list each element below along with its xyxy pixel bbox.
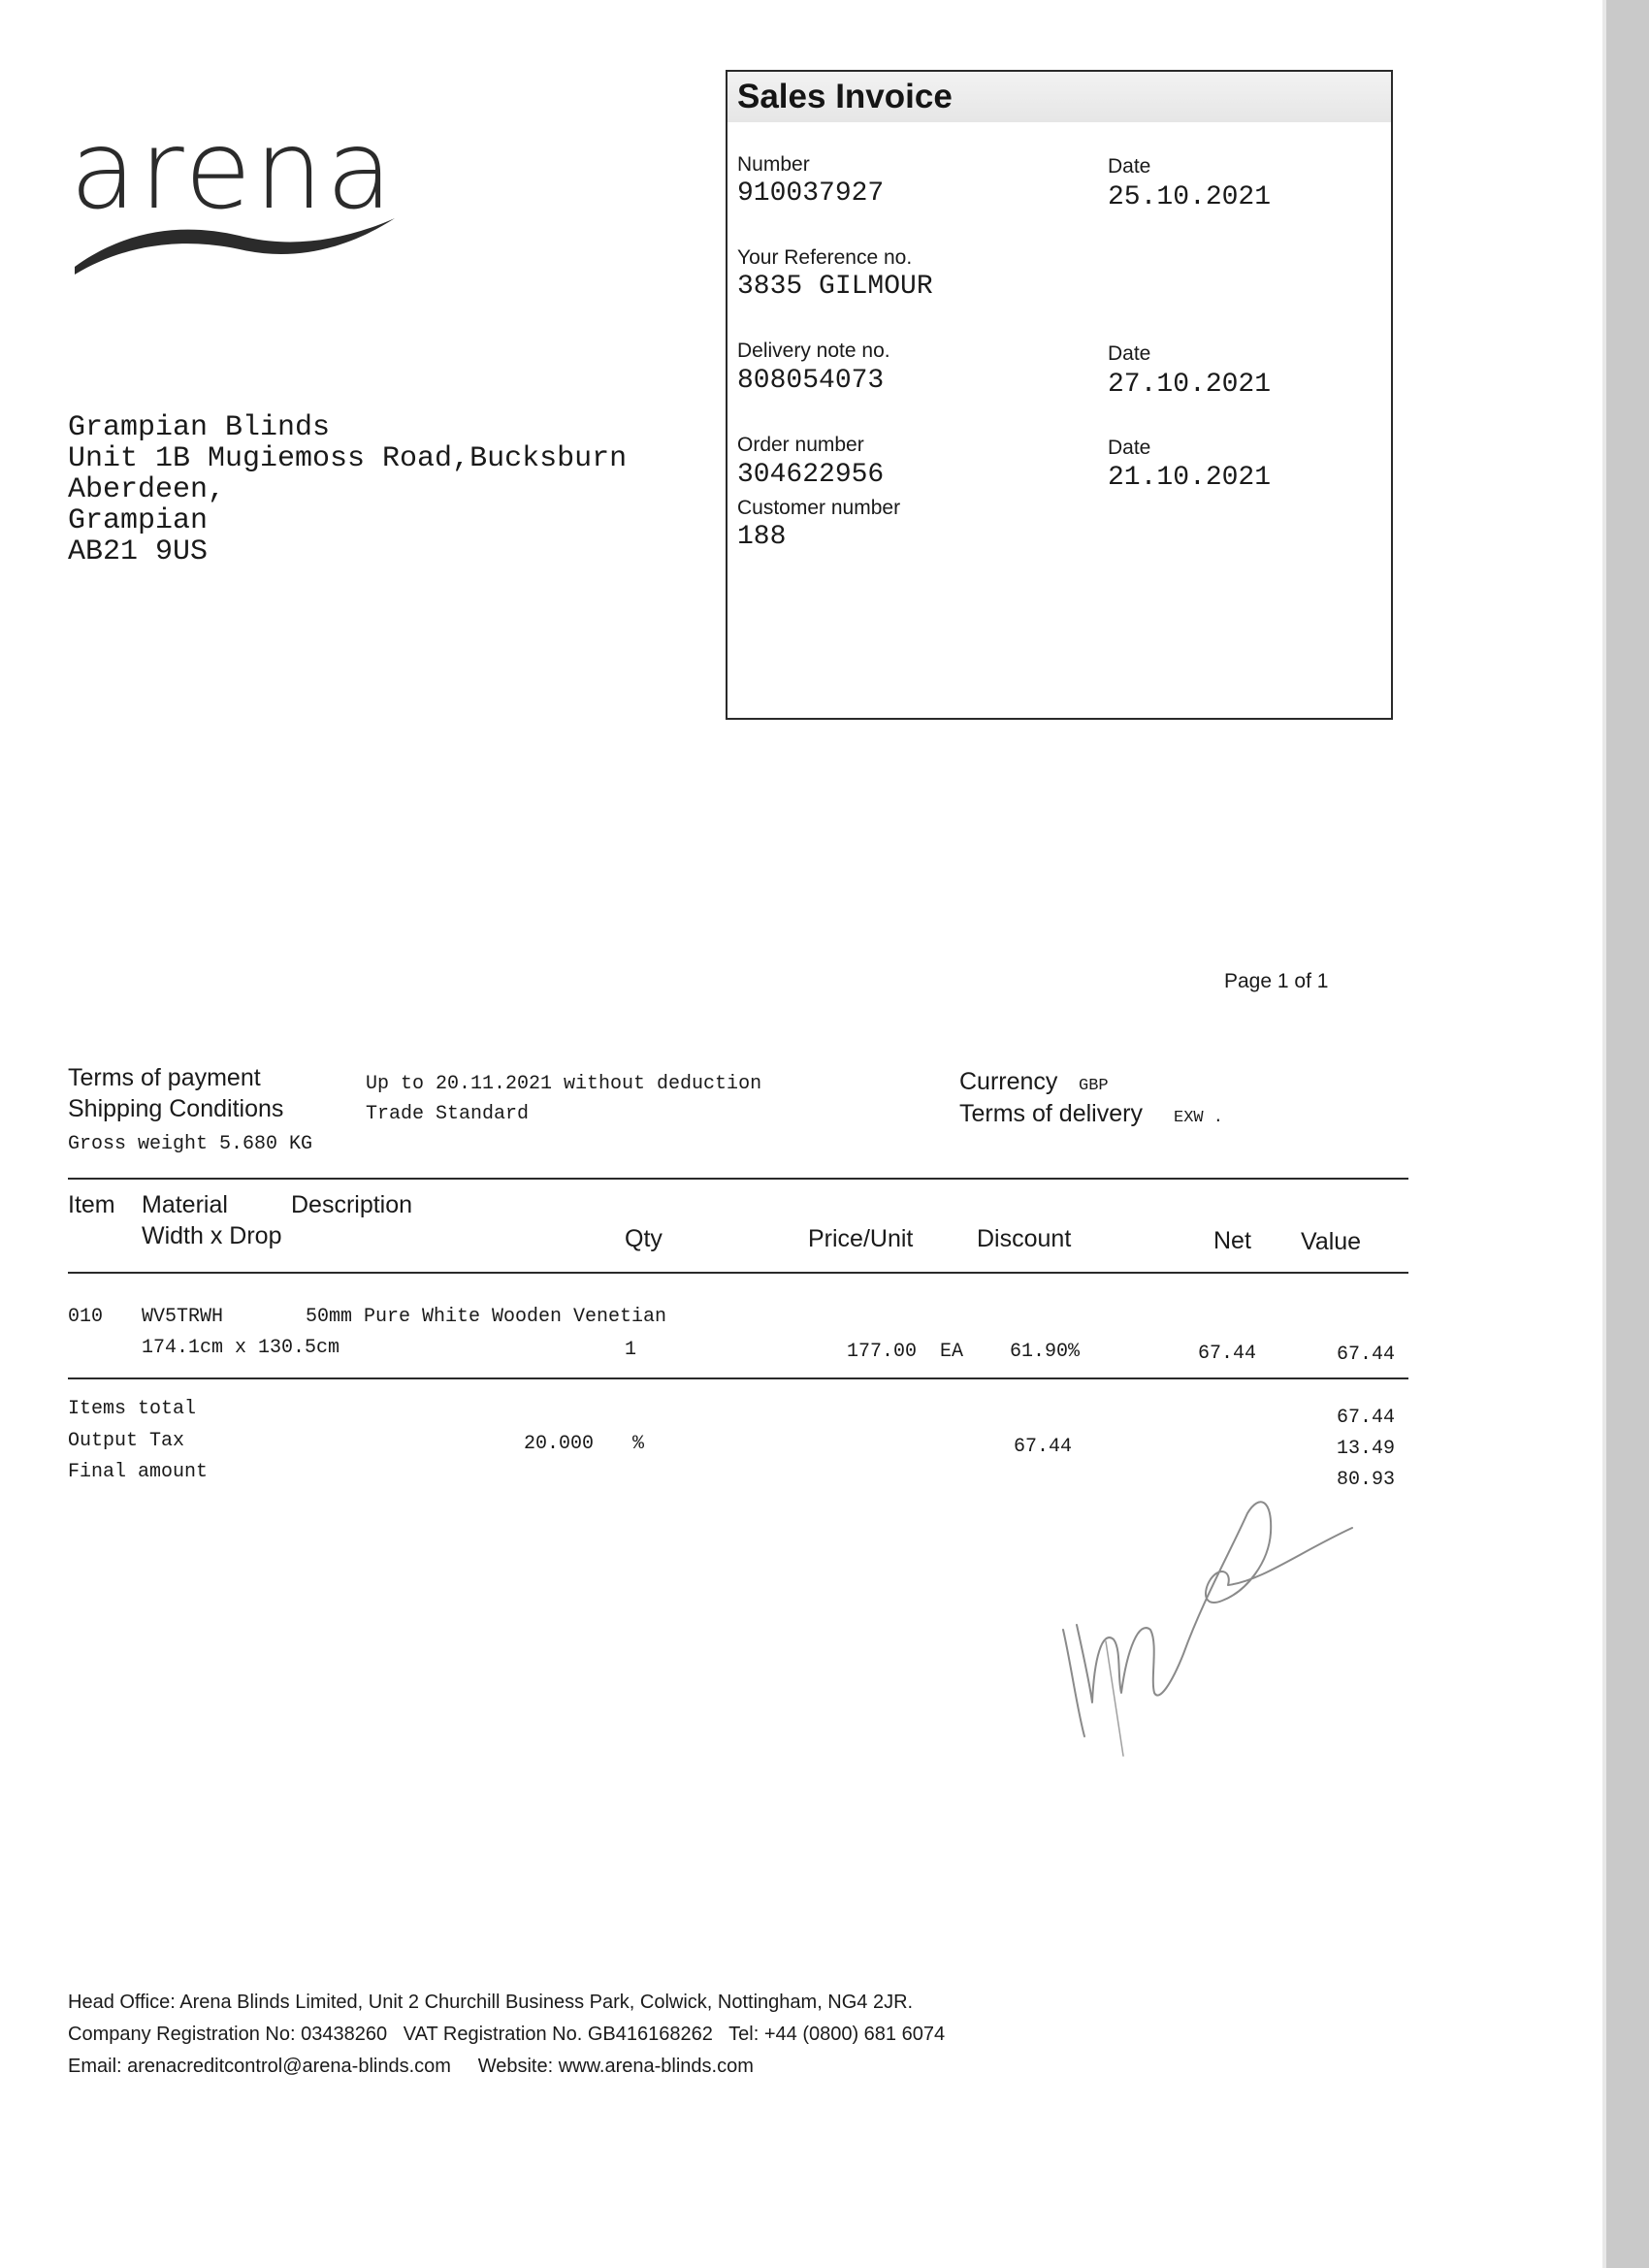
invoice-number-label: Number — [737, 153, 810, 176]
reference-label: Your Reference no. — [737, 246, 913, 269]
col-description-header: Description — [291, 1191, 413, 1218]
scan-edge — [1606, 0, 1649, 2268]
shipping-conditions-label: Shipping Conditions — [68, 1095, 284, 1122]
address-line: AB21 9US — [68, 535, 209, 568]
output-tax-rate: 20.000 — [523, 1433, 594, 1455]
row-price: 177.00 — [846, 1341, 917, 1363]
col-price-header: Price/Unit — [808, 1225, 914, 1252]
row-discount: 61.90% — [1010, 1341, 1081, 1363]
col-width-drop-header: Width x Drop — [142, 1222, 282, 1249]
address-line: Unit 1B Mugiemoss Road,Bucksburn — [68, 442, 628, 475]
table-bottom-rule — [68, 1377, 1408, 1379]
footer-registration: Company Registration No: 03438260 VAT Registration No. GB416168262 Tel: +44 (0800) 681 6074 — [68, 2024, 946, 2045]
invoice-date: 25.10.2021 — [1108, 182, 1272, 212]
company-footer — [68, 1987, 945, 2083]
invoice-info-box — [726, 70, 1393, 720]
logo-wordmark: arena — [70, 108, 396, 234]
delivery-note-number: 808054073 — [737, 366, 885, 396]
row-net: 67.44 — [1197, 1343, 1256, 1365]
reference-value: 3835 GILMOUR — [737, 272, 933, 302]
table-header-rule — [68, 1272, 1408, 1274]
row-value: 67.44 — [1336, 1344, 1395, 1366]
customer-address — [68, 412, 627, 567]
row-unit: EA — [940, 1341, 964, 1363]
address-line: Aberdeen, — [68, 473, 226, 506]
col-material-header: Material — [142, 1191, 228, 1218]
col-discount-header: Discount — [977, 1225, 1072, 1252]
currency-label: Currency — [959, 1068, 1058, 1095]
footer-contact: Email: arenacreditcontrol@arena-blinds.com Website: www.arena-blinds.com — [68, 2056, 754, 2077]
delivery-date-label: Date — [1108, 342, 1151, 365]
handwritten-signature — [1057, 1484, 1368, 1775]
items-total-label: Items total — [68, 1398, 197, 1420]
output-tax-base: 67.44 — [1013, 1436, 1072, 1458]
arena-logo — [70, 108, 409, 272]
invoice-date-label: Date — [1108, 155, 1151, 178]
invoice-number: 910037927 — [737, 178, 885, 209]
items-total-value: 67.44 — [1336, 1407, 1395, 1429]
row-item: 010 — [68, 1306, 104, 1328]
order-number: 304622956 — [737, 460, 885, 490]
order-date: 21.10.2021 — [1108, 463, 1272, 493]
payment-terms-label: Terms of payment — [68, 1064, 261, 1091]
shipping-conditions-value: Trade Standard — [366, 1103, 530, 1125]
invoice-title: Sales Invoice — [737, 78, 953, 115]
order-date-label: Date — [1108, 437, 1151, 459]
row-description: 50mm Pure White Wooden Venetian — [306, 1306, 667, 1328]
delivery-terms-value: EXW . — [1174, 1109, 1224, 1127]
delivery-date: 27.10.2021 — [1108, 370, 1272, 400]
table-top-rule — [68, 1178, 1408, 1180]
address-line: Grampian — [68, 504, 209, 537]
final-amount-label: Final amount — [68, 1461, 209, 1483]
final-amount-value: 80.93 — [1336, 1469, 1395, 1491]
payment-terms-value: Up to 20.11.2021 without deduction — [366, 1073, 762, 1095]
row-qty: 1 — [625, 1339, 637, 1361]
delivery-note-label: Delivery note no. — [737, 340, 890, 362]
order-number-label: Order number — [737, 434, 864, 456]
address-line: Grampian Blinds — [68, 411, 331, 444]
col-net-header: Net — [1213, 1227, 1251, 1254]
delivery-terms-label: Terms of delivery — [959, 1100, 1143, 1127]
gross-weight: Gross weight 5.680 KG — [68, 1133, 313, 1155]
footer-head-office: Head Office: Arena Blinds Limited, Unit 2 Churchill Business Park, Colwick, Nottingham, NG4 2JR. — [68, 1992, 914, 2013]
output-tax-label: Output Tax — [68, 1430, 185, 1452]
row-size: 174.1cm x 130.5cm — [142, 1337, 340, 1359]
logo-wave-icon — [70, 209, 400, 281]
col-qty-header: Qty — [625, 1225, 663, 1252]
output-tax-amount: 13.49 — [1336, 1438, 1395, 1460]
row-material: WV5TRWH — [142, 1306, 224, 1328]
col-item-header: Item — [68, 1191, 115, 1218]
currency-value: GBP — [1079, 1077, 1109, 1095]
customer-number-label: Customer number — [737, 497, 901, 519]
output-tax-percent: % — [632, 1433, 645, 1455]
page-number: Page 1 of 1 — [1224, 970, 1329, 992]
col-value-header: Value — [1301, 1228, 1362, 1255]
invoice-title-bar — [728, 72, 1391, 122]
customer-number: 188 — [737, 522, 787, 552]
